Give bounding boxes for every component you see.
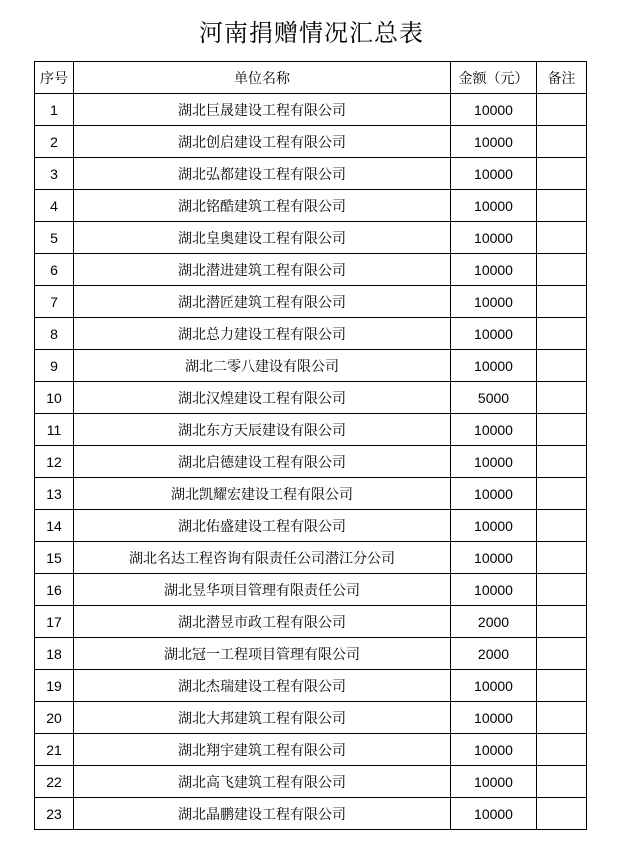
cell-note [537,190,587,222]
cell-amount: 10000 [451,222,537,254]
cell-company-name: 湖北冠一工程项目管理有限公司 [74,638,451,670]
cell-amount: 10000 [451,510,537,542]
cell-amount: 10000 [451,478,537,510]
cell-seq: 1 [35,94,74,126]
cell-note [537,286,587,318]
cell-company-name: 湖北大邦建筑工程有限公司 [74,702,451,734]
cell-seq: 16 [35,574,74,606]
cell-seq: 2 [35,126,74,158]
cell-amount: 10000 [451,350,537,382]
cell-seq: 9 [35,350,74,382]
cell-note [537,318,587,350]
table-row [35,510,587,542]
cell-note [537,254,587,286]
cell-note [537,414,587,446]
table-body [35,94,587,830]
table-row [35,318,587,350]
cell-note [537,126,587,158]
cell-amount: 10000 [451,798,537,830]
cell-note [537,798,587,830]
cell-seq: 22 [35,766,74,798]
cell-seq: 8 [35,318,74,350]
table-row [35,446,587,478]
table-row [35,606,587,638]
table-row [35,798,587,830]
cell-note [537,670,587,702]
cell-note [537,702,587,734]
cell-amount: 10000 [451,318,537,350]
cell-company-name: 湖北巨晟建设工程有限公司 [74,94,451,126]
table-row [35,158,587,190]
table-row [35,286,587,318]
cell-company-name: 湖北凯耀宏建设工程有限公司 [74,478,451,510]
table-row [35,670,587,702]
cell-company-name: 湖北铭酷建筑工程有限公司 [74,190,451,222]
cell-seq: 11 [35,414,74,446]
table-row [35,542,587,574]
cell-company-name: 湖北汉煌建设工程有限公司 [74,382,451,414]
cell-company-name: 湖北昱华项目管理有限责任公司 [74,574,451,606]
cell-amount: 10000 [451,414,537,446]
header-amount: 金额（元） [451,62,537,94]
cell-note [537,222,587,254]
cell-company-name: 湖北晶鹏建设工程有限公司 [74,798,451,830]
cell-note [537,766,587,798]
cell-note [537,542,587,574]
cell-seq: 15 [35,542,74,574]
cell-note [537,638,587,670]
cell-note [537,350,587,382]
table-row [35,702,587,734]
table-row [35,734,587,766]
cell-seq: 20 [35,702,74,734]
cell-seq: 4 [35,190,74,222]
cell-seq: 21 [35,734,74,766]
cell-company-name: 湖北潜匠建筑工程有限公司 [74,286,451,318]
cell-seq: 10 [35,382,74,414]
cell-amount: 10000 [451,446,537,478]
cell-note [537,158,587,190]
cell-seq: 13 [35,478,74,510]
cell-amount: 10000 [451,190,537,222]
cell-seq: 18 [35,638,74,670]
cell-amount: 10000 [451,126,537,158]
table-row [35,190,587,222]
table-row [35,350,587,382]
table-row [35,126,587,158]
cell-company-name: 湖北高飞建筑工程有限公司 [74,766,451,798]
cell-note [537,606,587,638]
header-name: 单位名称 [74,62,451,94]
cell-company-name: 湖北弘都建设工程有限公司 [74,158,451,190]
cell-company-name: 湖北东方天辰建设有限公司 [74,414,451,446]
cell-amount: 10000 [451,542,537,574]
page-title: 河南捐赠情况汇总表 [199,19,424,47]
cell-amount: 10000 [451,286,537,318]
cell-company-name: 湖北总力建设工程有限公司 [74,318,451,350]
cell-company-name: 湖北二零八建设有限公司 [74,350,451,382]
cell-amount: 10000 [451,702,537,734]
cell-note [537,94,587,126]
table-row [35,638,587,670]
cell-company-name: 湖北佑盛建设工程有限公司 [74,510,451,542]
donation-table [34,61,587,830]
cell-company-name: 湖北潜昱市政工程有限公司 [74,606,451,638]
cell-note [537,478,587,510]
cell-amount: 10000 [451,766,537,798]
table-row [35,478,587,510]
cell-amount: 10000 [451,94,537,126]
cell-note [537,734,587,766]
table-row [35,382,587,414]
cell-note [537,574,587,606]
table-row [35,94,587,126]
cell-amount: 10000 [451,254,537,286]
cell-amount: 10000 [451,734,537,766]
cell-company-name: 湖北名达工程咨询有限责任公司潜江分公司 [74,542,451,574]
table-row [35,414,587,446]
cell-seq: 5 [35,222,74,254]
cell-note [537,446,587,478]
table-row [35,222,587,254]
cell-amount: 10000 [451,670,537,702]
cell-seq: 17 [35,606,74,638]
cell-seq: 3 [35,158,74,190]
cell-seq: 14 [35,510,74,542]
cell-seq: 19 [35,670,74,702]
cell-seq: 23 [35,798,74,830]
cell-seq: 12 [35,446,74,478]
cell-company-name: 湖北翔宇建筑工程有限公司 [74,734,451,766]
table-row [35,766,587,798]
cell-amount: 2000 [451,606,537,638]
cell-company-name: 湖北杰瑞建设工程有限公司 [74,670,451,702]
cell-company-name: 湖北皇奥建设工程有限公司 [74,222,451,254]
cell-amount: 5000 [451,382,537,414]
cell-note [537,510,587,542]
cell-seq: 7 [35,286,74,318]
cell-amount: 10000 [451,158,537,190]
cell-company-name: 湖北启德建设工程有限公司 [74,446,451,478]
header-note: 备注 [537,62,587,94]
cell-note [537,382,587,414]
cell-company-name: 湖北潜进建筑工程有限公司 [74,254,451,286]
cell-company-name: 湖北创启建设工程有限公司 [74,126,451,158]
table-row [35,254,587,286]
header-row [35,62,587,94]
cell-amount: 10000 [451,574,537,606]
table-row [35,574,587,606]
header-seq: 序号 [35,62,74,94]
cell-seq: 6 [35,254,74,286]
cell-amount: 2000 [451,638,537,670]
